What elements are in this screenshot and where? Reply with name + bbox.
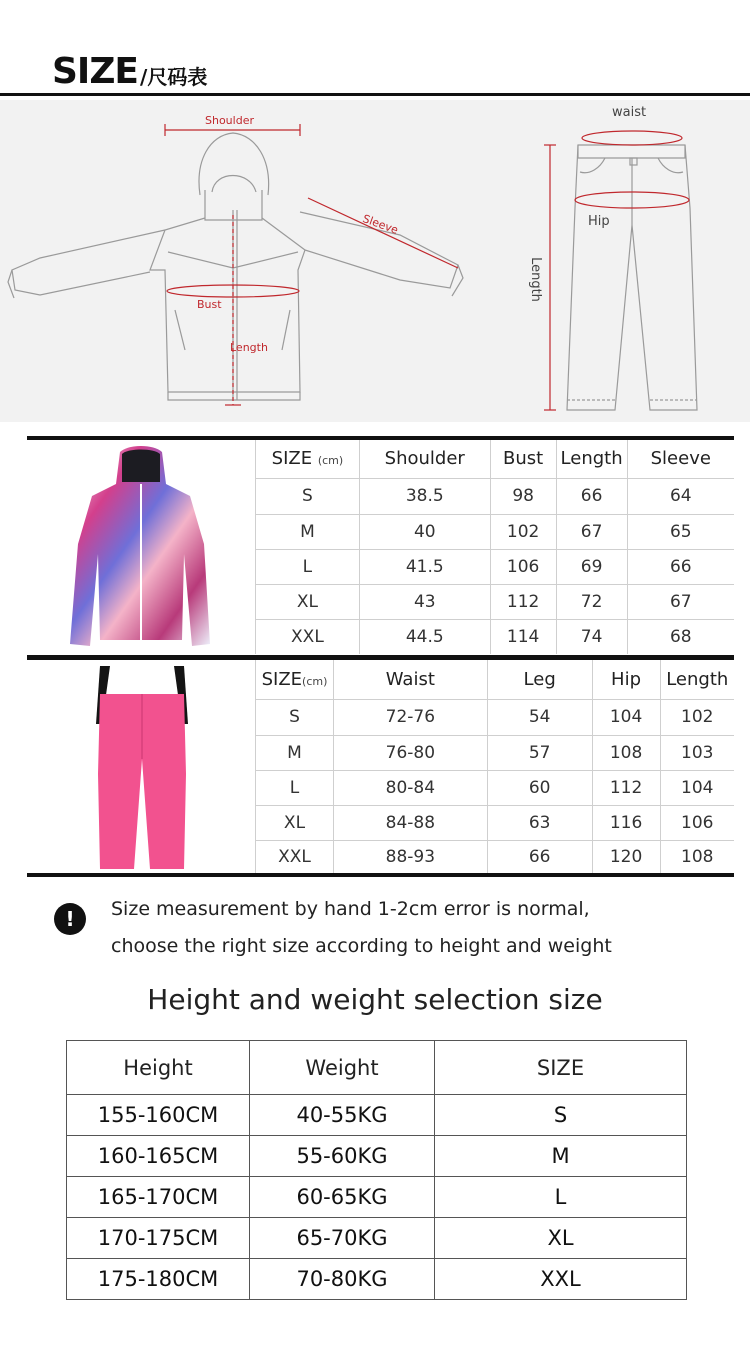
cell-height: 165-170CM <box>67 1177 250 1218</box>
cell-weight: 55-60KG <box>250 1136 435 1177</box>
cell-sleeve: 68 <box>627 619 734 654</box>
jacket-size-table <box>255 440 734 654</box>
label-waist: waist <box>612 105 647 120</box>
label-pants-length: Length <box>527 257 543 302</box>
table-row <box>256 735 735 770</box>
cell-size: XL <box>256 584 360 619</box>
cell-shoulder: 40 <box>359 514 490 549</box>
cell-size: XXL <box>435 1259 687 1300</box>
cell-length: 106 <box>660 805 734 840</box>
cell-weight: 70-80KG <box>250 1259 435 1300</box>
table-row <box>256 514 735 549</box>
title-divider <box>0 93 750 96</box>
cell-waist: 84-88 <box>333 805 487 840</box>
table-row <box>67 1177 687 1218</box>
cell-weight: 65-70KG <box>250 1218 435 1259</box>
cell-length: 104 <box>660 770 734 805</box>
jacket-sketch <box>8 133 463 400</box>
cell-size: S <box>435 1095 687 1136</box>
cell-length: 103 <box>660 735 734 770</box>
table-row <box>256 478 735 514</box>
cell-weight: 40-55KG <box>250 1095 435 1136</box>
cell-hip: 108 <box>592 735 660 770</box>
table-row <box>67 1259 687 1300</box>
jacket-measure-lines <box>165 124 458 405</box>
label-length: Length <box>230 341 268 354</box>
col-shoulder: Shoulder <box>359 440 490 478</box>
cell-height: 155-160CM <box>67 1095 250 1136</box>
cell-sleeve: 64 <box>627 478 734 514</box>
cell-length: 102 <box>660 699 734 735</box>
table-row <box>256 805 735 840</box>
cell-length: 66 <box>556 478 627 514</box>
cell-bust: 106 <box>490 549 556 584</box>
jacket-photo <box>62 444 218 654</box>
cell-waist: 80-84 <box>333 770 487 805</box>
col-length: Length <box>660 660 734 699</box>
col-waist: Waist <box>333 660 487 699</box>
cell-size: XL <box>256 805 334 840</box>
cell-shoulder: 41.5 <box>359 549 490 584</box>
cell-sleeve: 66 <box>627 549 734 584</box>
cell-sleeve: 65 <box>627 514 734 549</box>
cell-leg: 60 <box>487 770 592 805</box>
col-weight: Weight <box>250 1041 435 1095</box>
cell-size: S <box>256 699 334 735</box>
label-sleeve: Sleeve <box>360 212 400 237</box>
cell-sleeve: 67 <box>627 584 734 619</box>
table-row <box>67 1218 687 1259</box>
cell-bust: 112 <box>490 584 556 619</box>
label-shoulder: Shoulder <box>205 114 254 127</box>
cell-size: M <box>256 735 334 770</box>
cell-size: XXL <box>256 840 334 874</box>
pants-size-table <box>255 660 734 874</box>
cell-size: M <box>435 1136 687 1177</box>
cell-length: 69 <box>556 549 627 584</box>
pants-photo <box>92 664 192 872</box>
cell-weight: 60-65KG <box>250 1177 435 1218</box>
cell-leg: 63 <box>487 805 592 840</box>
table-row <box>67 1095 687 1136</box>
cell-size: L <box>435 1177 687 1218</box>
table-row <box>67 1136 687 1177</box>
title-chinese: /尺码表 <box>140 65 208 89</box>
table-row <box>256 584 735 619</box>
cell-length: 67 <box>556 514 627 549</box>
measurement-diagram <box>0 100 750 422</box>
cell-waist: 88-93 <box>333 840 487 874</box>
cell-height: 160-165CM <box>67 1136 250 1177</box>
cell-leg: 54 <box>487 699 592 735</box>
cell-length: 72 <box>556 584 627 619</box>
pants-sketch <box>567 145 697 410</box>
col-hip: Hip <box>592 660 660 699</box>
col-sleeve: Sleeve <box>627 440 734 478</box>
table-row <box>256 699 735 735</box>
note-line-1: Size measurement by hand 1-2cm error is normal, <box>111 898 590 920</box>
cell-hip: 112 <box>592 770 660 805</box>
page-title <box>52 46 207 90</box>
cell-height: 175-180CM <box>67 1259 250 1300</box>
cell-hip: 120 <box>592 840 660 874</box>
cell-bust: 102 <box>490 514 556 549</box>
title-size: SIZE <box>52 51 139 92</box>
garment-sketch <box>0 100 750 422</box>
cell-size: S <box>256 478 360 514</box>
cell-size: M <box>256 514 360 549</box>
cell-length: 74 <box>556 619 627 654</box>
height-weight-table <box>66 1040 687 1300</box>
cell-waist: 76-80 <box>333 735 487 770</box>
cell-hip: 104 <box>592 699 660 735</box>
label-hip: Hip <box>588 214 610 229</box>
cell-length: 108 <box>660 840 734 874</box>
pants-measure-lines <box>544 131 689 410</box>
cell-size: L <box>256 549 360 584</box>
cell-hip: 116 <box>592 805 660 840</box>
table-row <box>256 840 735 874</box>
col-size: SIZE(cm) <box>256 660 334 699</box>
cell-leg: 57 <box>487 735 592 770</box>
col-size: SIZE <box>435 1041 687 1095</box>
exclamation-icon: ! <box>54 903 86 935</box>
cell-size: L <box>256 770 334 805</box>
cell-shoulder: 38.5 <box>359 478 490 514</box>
cell-bust: 114 <box>490 619 556 654</box>
table-row <box>256 549 735 584</box>
table-row <box>256 619 735 654</box>
cell-shoulder: 43 <box>359 584 490 619</box>
cell-waist: 72-76 <box>333 699 487 735</box>
cell-size: XXL <box>256 619 360 654</box>
pants-table-bottom-rule <box>27 873 734 877</box>
table-row <box>256 770 735 805</box>
col-length: Length <box>556 440 627 478</box>
label-bust: Bust <box>197 298 222 311</box>
cell-height: 170-175CM <box>67 1218 250 1259</box>
cell-bust: 98 <box>490 478 556 514</box>
cell-size: XL <box>435 1218 687 1259</box>
note-line-2: choose the right size according to height and weight <box>111 935 612 957</box>
cell-shoulder: 44.5 <box>359 619 490 654</box>
selection-title: Height and weight selection size <box>147 983 603 1016</box>
col-bust: Bust <box>490 440 556 478</box>
col-height: Height <box>67 1041 250 1095</box>
cell-leg: 66 <box>487 840 592 874</box>
col-size: SIZE (cm) <box>256 440 360 478</box>
col-leg: Leg <box>487 660 592 699</box>
